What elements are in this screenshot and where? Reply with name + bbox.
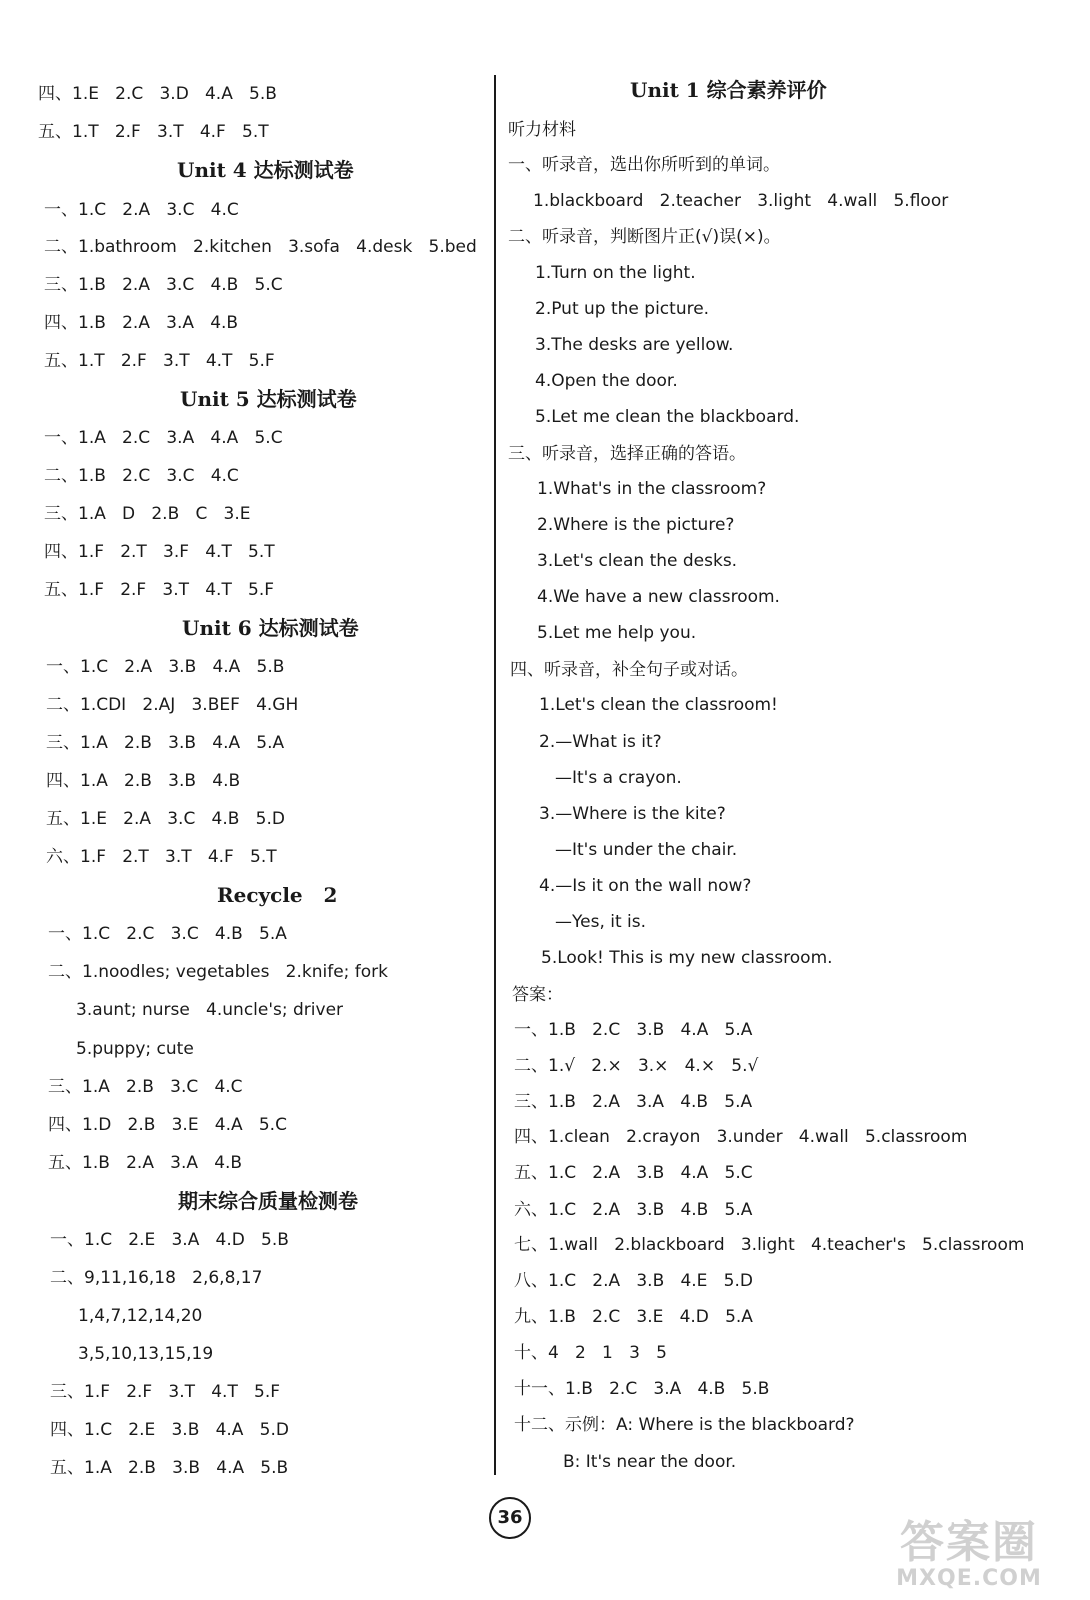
answer-line: 六、1.C 2.A 3.B 4.B 5.A: [514, 1200, 753, 1220]
section-heading: Unit 4 达标测试卷: [177, 158, 354, 182]
answer-line: 二、1.noodles; vegetables 2.knife; fork: [48, 962, 389, 982]
answer-line: 八、1.C 2.A 3.B 4.E 5.D: [514, 1271, 753, 1291]
answer-line: 五、1.F 2.F 3.T 4.T 5.F: [44, 580, 275, 600]
answer-line: 四、1.A 2.B 3.B 4.B: [46, 771, 241, 791]
script-line: 1.Turn on the light.: [535, 263, 696, 283]
section-heading: Recycle 2: [217, 883, 338, 907]
answer-line: 六、1.F 2.T 3.T 4.F 5.T: [46, 847, 277, 867]
answer-line: 3,5,10,13,15,19: [78, 1344, 214, 1364]
script-line: 2.Put up the picture.: [535, 299, 710, 319]
question-title: 二、听录音，判断图片正(√)误(×)。: [508, 227, 781, 247]
answer-line: 三、1.F 2.F 3.T 4.T 5.F: [50, 1382, 281, 1402]
script-line: 3.—Where is the kite?: [539, 804, 726, 824]
section-heading: 期末综合质量检测卷: [178, 1189, 358, 1213]
answer-line: 四、1.F 2.T 3.F 4.T 5.T: [44, 542, 275, 562]
section-heading: Unit 6 达标测试卷: [182, 616, 359, 640]
answer-line: 九、1.B 2.C 3.E 4.D 5.A: [514, 1307, 753, 1327]
section-heading: Unit 1 综合素养评价: [630, 78, 827, 102]
question-title: 一、听录音，选出你所听到的单词。: [508, 155, 780, 175]
material-label: 听力材料: [508, 120, 576, 140]
script-line: 1.What's in the classroom?: [537, 479, 767, 499]
answer-line: 五、1.T 2.F 3.T 4.F 5.T: [38, 122, 269, 142]
answer-line: 五、1.C 2.A 3.B 4.A 5.C: [514, 1163, 753, 1183]
script-line: 5.Let me clean the blackboard.: [535, 407, 800, 427]
answer-line: 二、9,11,16,18 2,6,8,17: [50, 1268, 263, 1288]
question-title: 三、听录音，选择正确的答语。: [508, 444, 746, 464]
script-line: —It's under the chair.: [555, 840, 738, 860]
answer-line: 五、1.B 2.A 3.A 4.B: [48, 1153, 243, 1173]
answer-line: 十一、1.B 2.C 3.A 4.B 5.B: [514, 1379, 770, 1399]
answer-line: 一、1.C 2.A 3.C 4.C: [44, 200, 239, 220]
answer-line: 二、1.√ 2.× 3.× 4.× 5.√: [514, 1056, 759, 1076]
answer-line: 1,4,7,12,14,20: [78, 1306, 203, 1326]
script-line: 4.We have a new classroom.: [537, 587, 780, 607]
script-line: 4.Open the door.: [535, 371, 678, 391]
answer-line: 七、1.wall 2.blackboard 3.light 4.teacher's 5.classroom: [514, 1235, 1025, 1255]
answer-line: 一、1.B 2.C 3.B 4.A 5.A: [514, 1020, 753, 1040]
question-title: 四、听录音，补全句子或对话。: [510, 660, 748, 680]
watermark-url: MXQE.COM: [896, 1566, 1042, 1591]
script-line: 2.—What is it?: [539, 732, 662, 752]
answer-line: 三、1.A 2.B 3.C 4.C: [48, 1077, 243, 1097]
script-line: 5.Look! This is my new classroom.: [541, 948, 833, 968]
answer-line: 四、1.C 2.E 3.B 4.A 5.D: [50, 1420, 289, 1440]
answer-line: 3.aunt; nurse 4.uncle's; driver: [76, 1000, 344, 1020]
answer-line: 三、1.A 2.B 3.B 4.A 5.A: [46, 733, 285, 753]
answer-line: 一、1.C 2.A 3.B 4.A 5.B: [46, 657, 285, 677]
script-line: 2.Where is the picture?: [537, 515, 735, 535]
answer-line: 1.blackboard 2.teacher 3.light 4.wall 5.floor: [533, 191, 949, 211]
answer-line: 二、1.bathroom 2.kitchen 3.sofa 4.desk 5.bed: [44, 237, 477, 257]
answer-line: 5.puppy; cute: [76, 1039, 194, 1059]
answer-line: 四、1.D 2.B 3.E 4.A 5.C: [48, 1115, 287, 1135]
answer-line: 二、1.B 2.C 3.C 4.C: [44, 466, 239, 486]
answer-line: 五、1.E 2.A 3.C 4.B 5.D: [46, 809, 285, 829]
column-divider: [494, 75, 496, 1475]
answer-line: 十、4 2 1 3 5: [514, 1343, 667, 1363]
answer-line: 一、1.A 2.C 3.A 4.A 5.C: [44, 428, 283, 448]
answer-line: 五、1.T 2.F 3.T 4.T 5.F: [44, 351, 275, 371]
answer-line: 四、1.E 2.C 3.D 4.A 5.B: [38, 84, 277, 104]
answer-line: 十二、示例：A: Where is the blackboard?: [514, 1415, 855, 1435]
answer-line: 一、1.C 2.C 3.C 4.B 5.A: [48, 924, 287, 944]
script-line: —Yes, it is.: [555, 912, 647, 932]
page-number: 36: [489, 1497, 531, 1539]
watermark-text: 答案圈: [900, 1517, 1038, 1568]
answer-line: 五、1.A 2.B 3.B 4.A 5.B: [50, 1458, 289, 1478]
answer-line: B: It's near the door.: [563, 1452, 737, 1472]
script-line: 5.Let me help you.: [537, 623, 697, 643]
answer-line: 一、1.C 2.E 3.A 4.D 5.B: [50, 1230, 289, 1250]
script-line: 3.Let's clean the desks.: [537, 551, 738, 571]
answer-line: 四、1.B 2.A 3.A 4.B: [44, 313, 239, 333]
section-heading: Unit 5 达标测试卷: [180, 387, 357, 411]
watermark-logo: [874, 1518, 1064, 1590]
answer-line: 二、1.CDI 2.AJ 3.BEF 4.GH: [46, 695, 299, 715]
answer-line: 四、1.clean 2.crayon 3.under 4.wall 5.classroom: [514, 1127, 968, 1147]
script-line: 1.Let's clean the classroom!: [539, 695, 778, 715]
answer-line: 三、1.B 2.A 3.C 4.B 5.C: [44, 275, 283, 295]
script-line: —It's a crayon.: [555, 768, 682, 788]
answer-line: 三、1.A D 2.B C 3.E: [44, 504, 251, 524]
answers-label: 答案：: [512, 985, 563, 1005]
answer-line: 三、1.B 2.A 3.A 4.B 5.A: [514, 1092, 753, 1112]
script-line: 3.The desks are yellow.: [535, 335, 734, 355]
script-line: 4.—Is it on the wall now?: [539, 876, 752, 896]
